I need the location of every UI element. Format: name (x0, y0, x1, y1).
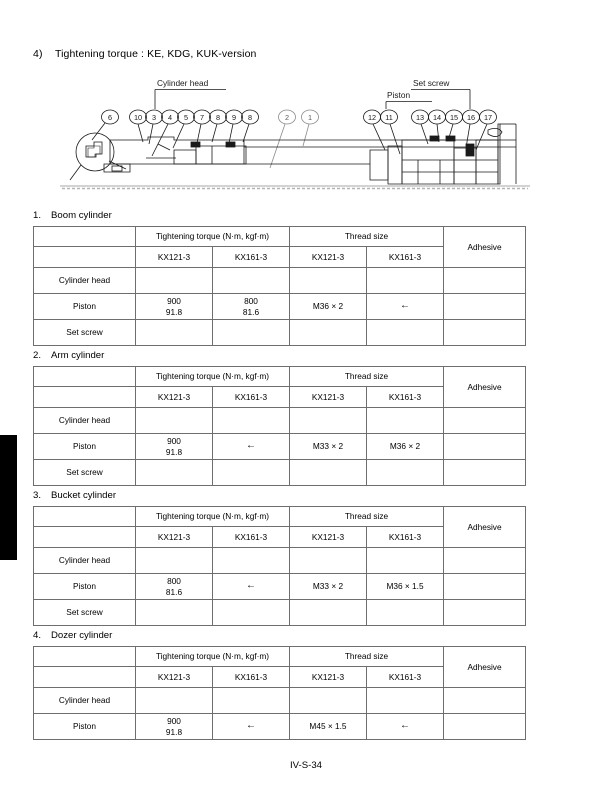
header-thread-kx121: KX121-3 (290, 387, 367, 408)
header-torque-kx161: KX161-3 (213, 667, 290, 688)
corner-cell (34, 227, 136, 247)
table-row (34, 434, 526, 460)
svg-text:15: 15 (449, 113, 459, 122)
table-title-boom (33, 210, 525, 221)
table-row (34, 548, 526, 574)
svg-text:16: 16 (466, 113, 476, 122)
cell-thread-kx161: ← (367, 714, 444, 740)
cell-torque-kx121-nm: 900 (167, 436, 181, 447)
label-cylinder-head-group (155, 78, 226, 109)
table-header-row-group (34, 507, 526, 527)
header-thread-kx121: KX121-3 (290, 527, 367, 548)
header-adhesive: Adhesive (444, 507, 526, 548)
label-cylinder-head: Cylinder head (157, 78, 209, 88)
callout-6 (92, 110, 119, 140)
row-label-cylinder-head: Cylinder head (34, 548, 136, 574)
page-footer: IV-S-34 (290, 760, 322, 771)
table-row (34, 688, 526, 714)
cell-adhesive (444, 294, 526, 320)
header-torque-kx121: KX121-3 (136, 667, 213, 688)
table-row (34, 320, 526, 346)
table-block-boom-cylinder (33, 210, 525, 346)
cell-thread-kx161: M36 × 2 (367, 434, 444, 460)
cell-thread-kx161 (367, 460, 444, 486)
cell-torque-kx121 (136, 408, 213, 434)
cell-torque-kx121 (136, 294, 213, 320)
header-thread-kx121: KX121-3 (290, 247, 367, 268)
cell-torque-kx121 (136, 268, 213, 294)
row-label-piston: Piston (34, 434, 136, 460)
header-torque-kx161: KX161-3 (213, 387, 290, 408)
piston-rod-assembly (370, 124, 516, 184)
cylinder-assembly-diagram (0, 68, 612, 203)
cell-thread-kx121 (290, 408, 367, 434)
table-row (34, 268, 526, 294)
cell-thread-kx121 (290, 460, 367, 486)
corner-cell-2 (34, 527, 136, 548)
cell-torque-kx121-kgfm: 91.8 (165, 446, 183, 457)
svg-text:10: 10 (133, 113, 143, 122)
cell-torque-kx121-nm: 800 (167, 576, 181, 587)
label-set-screw-group (411, 78, 470, 109)
cell-thread-kx161 (367, 688, 444, 714)
svg-text:14: 14 (432, 113, 442, 122)
header-torque-kx121: KX121-3 (136, 247, 213, 268)
row-label-set-screw: Set screw (34, 460, 136, 486)
header-torque-kx161: KX161-3 (213, 247, 290, 268)
cell-adhesive (444, 460, 526, 486)
page-title-number: 4) (33, 48, 43, 60)
row-label-piston: Piston (34, 574, 136, 600)
header-tightening-torque: Tightening torque (N·m, kgf·m) (136, 507, 290, 527)
table-number-boom: 1. (33, 210, 42, 221)
table-title-arm (33, 350, 525, 361)
callout-13 (412, 110, 429, 144)
table-row (34, 408, 526, 434)
cell-thread-kx161 (367, 408, 444, 434)
table-header-row-group (34, 367, 526, 387)
callout-8b (242, 110, 259, 142)
svg-text:11: 11 (385, 113, 393, 122)
cell-adhesive (444, 434, 526, 460)
svg-text:7: 7 (199, 113, 205, 122)
row-label-cylinder-head: Cylinder head (34, 688, 136, 714)
cell-torque-kx121 (136, 600, 213, 626)
cell-adhesive (444, 600, 526, 626)
cell-torque-kx121-kgfm: 91.8 (165, 306, 183, 317)
cell-thread-kx161 (367, 268, 444, 294)
cell-torque-kx121 (136, 548, 213, 574)
callout-2 (270, 110, 296, 168)
page-title-text: Tightening torque : KE, KDG, KUK-version (55, 48, 257, 60)
row-label-piston: Piston (34, 294, 136, 320)
svg-text:17: 17 (483, 113, 493, 122)
spec-table-boom (33, 226, 526, 346)
cell-torque-kx121-nm: 900 (167, 716, 181, 727)
table-label-dozer: Dozer cylinder (51, 630, 113, 641)
corner-cell (34, 507, 136, 527)
cell-thread-kx121: M36 × 2 (290, 294, 367, 320)
table-title-dozer (33, 630, 525, 641)
header-tightening-torque: Tightening torque (N·m, kgf·m) (136, 647, 290, 667)
spec-table-bucket (33, 506, 526, 626)
table-number-bucket: 3. (33, 490, 42, 501)
row-label-piston: Piston (34, 714, 136, 740)
header-thread-kx121: KX121-3 (290, 667, 367, 688)
callout-12 (364, 110, 386, 150)
table-label-bucket: Bucket cylinder (51, 490, 117, 501)
label-set-screw: Set screw (413, 78, 450, 88)
chapter-index-tab (0, 435, 17, 560)
svg-text:9: 9 (231, 113, 237, 122)
cell-torque-kx121 (136, 688, 213, 714)
cell-torque-kx121 (136, 460, 213, 486)
cell-thread-kx161 (367, 548, 444, 574)
cell-adhesive (444, 574, 526, 600)
cell-torque-kx161-kgfm: 81.6 (242, 306, 260, 317)
table-row (34, 574, 526, 600)
cell-torque-kx161 (213, 548, 290, 574)
cell-torque-kx161 (213, 688, 290, 714)
cell-torque-kx121 (136, 574, 213, 600)
table-number-arm: 2. (33, 350, 42, 361)
cell-adhesive (444, 714, 526, 740)
cell-torque-kx161 (213, 268, 290, 294)
cell-adhesive (444, 408, 526, 434)
table-block-arm-cylinder (33, 350, 525, 486)
cell-thread-kx121 (290, 600, 367, 626)
table-label-boom: Boom cylinder (51, 210, 112, 221)
callout-7 (194, 110, 211, 143)
corner-cell-2 (34, 387, 136, 408)
cell-thread-kx121: M45 × 1.5 (290, 714, 367, 740)
svg-text:8: 8 (247, 113, 253, 122)
cell-thread-kx121: M33 × 2 (290, 434, 367, 460)
row-label-set-screw: Set screw (34, 320, 136, 346)
table-number-dozer: 4. (33, 630, 42, 641)
cell-torque-kx121-kgfm: 81.6 (165, 586, 183, 597)
cell-thread-kx121 (290, 688, 367, 714)
cell-adhesive (444, 548, 526, 574)
row-label-set-screw: Set screw (34, 600, 136, 626)
cell-torque-kx121 (136, 714, 213, 740)
table-label-arm: Arm cylinder (51, 350, 105, 361)
table-row (34, 294, 526, 320)
cell-torque-kx121 (136, 434, 213, 460)
cell-torque-kx161-nm: 800 (244, 296, 258, 307)
header-torque-kx121: KX121-3 (136, 527, 213, 548)
cell-torque-kx161 (213, 320, 290, 346)
header-thread-size: Thread size (290, 647, 444, 667)
cell-adhesive (444, 268, 526, 294)
cell-thread-kx121 (290, 268, 367, 294)
callout-10 (130, 110, 147, 142)
header-thread-kx161: KX161-3 (367, 387, 444, 408)
callout-8a (210, 110, 227, 142)
corner-cell-2 (34, 667, 136, 688)
svg-text:1: 1 (307, 113, 313, 122)
header-thread-kx161: KX161-3 (367, 667, 444, 688)
svg-text:8: 8 (215, 113, 221, 122)
table-title-bucket (33, 490, 525, 501)
label-piston: Piston (387, 90, 411, 100)
cell-torque-kx161: ← (213, 574, 290, 600)
cell-thread-kx121 (290, 548, 367, 574)
cell-torque-kx121-kgfm: 91.8 (165, 726, 183, 737)
page-title (33, 48, 256, 60)
header-thread-kx161: KX161-3 (367, 527, 444, 548)
cell-thread-kx121: M33 × 2 (290, 574, 367, 600)
cell-adhesive (444, 320, 526, 346)
svg-text:5: 5 (183, 113, 189, 122)
cell-torque-kx161 (213, 294, 290, 320)
header-adhesive: Adhesive (444, 647, 526, 688)
corner-cell-2 (34, 247, 136, 268)
header-tightening-torque: Tightening torque (N·m, kgf·m) (136, 227, 290, 247)
callout-9 (226, 110, 243, 143)
cell-thread-kx121 (290, 320, 367, 346)
corner-cell (34, 367, 136, 387)
cell-torque-kx161 (213, 408, 290, 434)
cell-torque-kx161 (213, 460, 290, 486)
cell-torque-kx121 (136, 320, 213, 346)
header-tightening-torque: Tightening torque (N·m, kgf·m) (136, 367, 290, 387)
svg-text:3: 3 (151, 113, 157, 122)
cell-thread-kx161 (367, 600, 444, 626)
ground-reference-line (60, 186, 530, 189)
corner-cell (34, 647, 136, 667)
table-block-bucket-cylinder (33, 490, 525, 626)
cell-torque-kx161: ← (213, 434, 290, 460)
table-block-dozer-cylinder (33, 630, 525, 740)
table-header-row-group (34, 227, 526, 247)
diagram-svg (0, 68, 612, 203)
cell-thread-kx161: ← (367, 294, 444, 320)
table-header-row-group (34, 647, 526, 667)
header-adhesive: Adhesive (444, 227, 526, 268)
table-row (34, 460, 526, 486)
table-row (34, 600, 526, 626)
header-thread-size: Thread size (290, 227, 444, 247)
cell-adhesive (444, 688, 526, 714)
svg-text:13: 13 (415, 113, 425, 122)
cell-torque-kx161 (213, 600, 290, 626)
callout-16 (463, 110, 480, 148)
header-thread-size: Thread size (290, 367, 444, 387)
header-thread-kx161: KX161-3 (367, 247, 444, 268)
label-piston-group (386, 90, 432, 109)
svg-text:2: 2 (284, 113, 290, 122)
table-row (34, 714, 526, 740)
row-label-cylinder-head: Cylinder head (34, 408, 136, 434)
header-torque-kx161: KX161-3 (213, 527, 290, 548)
spec-table-dozer (33, 646, 526, 740)
callout-1 (302, 110, 319, 146)
svg-text:12: 12 (367, 113, 377, 122)
cell-thread-kx161 (367, 320, 444, 346)
header-thread-size: Thread size (290, 507, 444, 527)
cell-torque-kx121-nm: 900 (167, 296, 181, 307)
svg-text:6: 6 (107, 113, 113, 122)
header-torque-kx121: KX121-3 (136, 387, 213, 408)
row-label-cylinder-head: Cylinder head (34, 268, 136, 294)
cell-torque-kx161: ← (213, 714, 290, 740)
cell-thread-kx161: M36 × 1.5 (367, 574, 444, 600)
svg-text:4: 4 (167, 113, 173, 122)
header-adhesive: Adhesive (444, 367, 526, 408)
spec-table-arm (33, 366, 526, 486)
